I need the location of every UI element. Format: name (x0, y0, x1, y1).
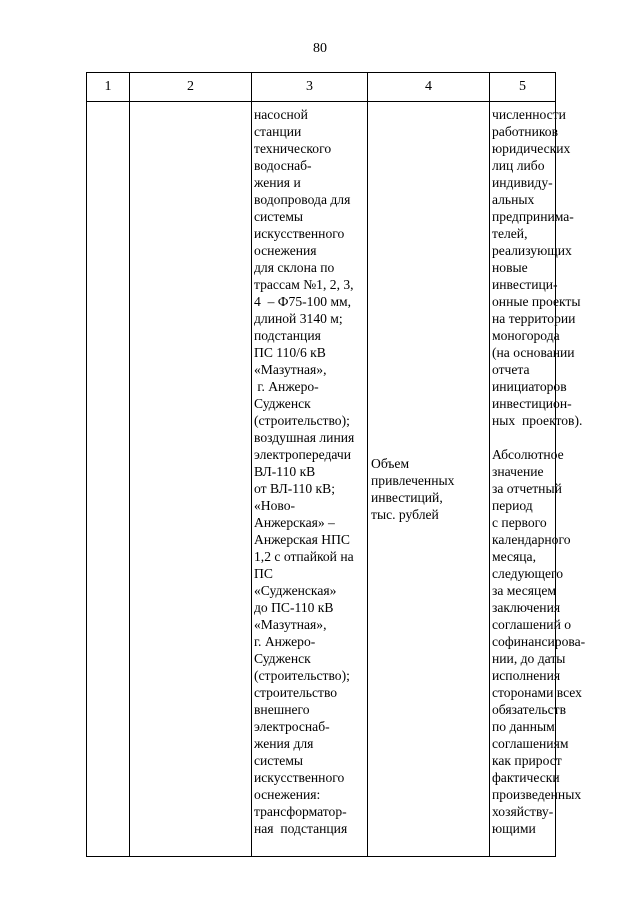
cell-text-line: значение (492, 464, 544, 479)
cell-text-line: календарного (492, 532, 571, 547)
cell-text-line: нии, до даты (492, 651, 566, 666)
cell-text-line: «Мазутная», (254, 617, 327, 632)
page-number: 80 (313, 41, 327, 56)
cell-text-line: исполнения (492, 668, 561, 683)
cell-text-line: 1,2 с отпайкой на (254, 549, 354, 564)
cell-text-line: жения для (254, 736, 314, 751)
cell-text-line: фактически (492, 770, 560, 785)
header-bottom-border (86, 101, 556, 102)
column-border (86, 72, 87, 857)
cell-text-line: трассам №1, 2, 3, (254, 277, 354, 292)
cell-text-line: за отчетный (492, 481, 562, 496)
cell-text-line: лиц либо (492, 158, 545, 173)
cell-text-line: оснежения: (254, 787, 321, 802)
cell-text-line: Анжерская НПС (254, 532, 350, 547)
cell-text-line: (строительство); (254, 413, 350, 428)
cell-text-line: для склона по (254, 260, 335, 275)
cell-text-line: соглашений о (492, 617, 572, 632)
cell-text-line: телей, (492, 226, 528, 241)
cell-text-line: водопровода для (254, 192, 351, 207)
cell-text-line: искусственного (254, 770, 345, 785)
cell-text-line: ПС 110/6 кВ (254, 345, 326, 360)
cell-text-line: (на основании (492, 345, 575, 360)
cell-text-line: Абсолютное (492, 447, 564, 462)
column-header-1: 1 (104, 79, 112, 94)
cell-text-line: заключения (492, 600, 561, 615)
cell-text-line: г. Анжеро- (254, 379, 319, 394)
column-header-4: 4 (425, 79, 432, 94)
cell-text-line: строительство (254, 685, 338, 700)
cell-text-line: с первого (492, 515, 547, 530)
cell-text-line: воздушная линия (254, 430, 355, 445)
column-border (367, 72, 368, 857)
cell-text-line: инвестицион- (492, 396, 572, 411)
cell-text-line: Судженск (254, 396, 311, 411)
cell-text-line: (строительство); (254, 668, 350, 683)
cell-text-line: реализующих (492, 243, 572, 258)
cell-text-line: от ВЛ-110 кВ; (254, 481, 335, 496)
cell-text-line: технического (254, 141, 332, 156)
cell-text-line: инвестици- (492, 277, 558, 292)
cell-text-line: численности (492, 107, 566, 122)
cell-text-line: ющими (492, 821, 536, 836)
cell-text-line: электропередачи (254, 447, 352, 462)
cell-text-line: «Мазутная», (254, 362, 327, 377)
cell-text-line: ная подстанция (254, 821, 348, 836)
cell-text-line: на территории (492, 311, 576, 326)
cell-text-line: произведенных (492, 787, 582, 802)
column-border (129, 72, 130, 857)
column-header-3: 3 (306, 79, 313, 94)
cell-text-line: месяца, (492, 549, 536, 564)
cell-text-line: за месяцем (492, 583, 556, 598)
column-border (251, 72, 252, 857)
cell-text-line: г. Анжеро- (254, 634, 316, 649)
cell-text-line: системы (254, 209, 304, 224)
cell-text-line: ВЛ-110 кВ (254, 464, 316, 479)
cell-text-line: Анжерская» – (254, 515, 335, 530)
cell-text-line: водоснаб- (254, 158, 312, 173)
cell-text-line: инвестиций, (371, 490, 443, 505)
table-cell-col4 (371, 455, 454, 523)
cell-text-line: насосной (254, 107, 308, 122)
cell-text-line: до ПС-110 кВ (254, 600, 334, 615)
table-cell-col3 (254, 106, 354, 837)
cell-text-line: работников (492, 124, 558, 139)
cell-text-line: по данным (492, 719, 555, 734)
cell-text-line: ПС (254, 566, 273, 581)
table-cell-col5 (492, 106, 585, 837)
cell-text-line: длиной 3140 м; (254, 311, 343, 326)
cell-text-line: «Судженская» (254, 583, 337, 598)
cell-text-line: как прирост (492, 753, 562, 768)
cell-text-line: софинансирова- (492, 634, 586, 649)
cell-text-line: оснежения (254, 243, 317, 258)
cell-text-line: хозяйству- (492, 804, 554, 819)
cell-text-line: жения и (254, 175, 301, 190)
cell-text-line: соглашениям (492, 736, 569, 751)
cell-text-line: трансформатор- (254, 804, 347, 819)
cell-text-line: инициаторов (492, 379, 567, 394)
column-header-2: 2 (187, 79, 194, 94)
cell-text-line: внешнего (254, 702, 310, 717)
cell-text-line: отчета (492, 362, 530, 377)
cell-text-line: подстанция (254, 328, 321, 343)
cell-text-line: следующего (492, 566, 564, 581)
cell-text-line: станции (254, 124, 302, 139)
data-table (86, 72, 586, 857)
column-border (489, 72, 490, 857)
cell-text-line: новые (492, 260, 528, 275)
cell-text-line: моногорода (492, 328, 560, 343)
cell-text-line: альных (492, 192, 535, 207)
cell-text-line: ных проектов). (492, 413, 583, 428)
cell-text-line: юридических (492, 141, 571, 156)
cell-text-line: онные проекты (492, 294, 581, 309)
cell-text-line (492, 429, 585, 446)
cell-text-line: период (492, 498, 533, 513)
cell-text-line: системы (254, 753, 304, 768)
cell-text-line: индивиду- (492, 175, 553, 190)
cell-text-line: электроснаб- (254, 719, 330, 734)
cell-text-line: тыс. рублей (371, 507, 439, 522)
cell-text-line: привлеченных (371, 473, 455, 488)
cell-text-line: Судженск (254, 651, 311, 666)
cell-text-line: сторонами всех (492, 685, 582, 700)
table-bottom-border (86, 856, 556, 857)
cell-text-line: «Ново- (254, 498, 296, 513)
cell-text-line: обязательств (492, 702, 567, 717)
cell-text-line: 4 – Ф75-100 мм, (254, 294, 352, 309)
column-header-5: 5 (519, 79, 526, 94)
cell-text-line: Объем (371, 456, 410, 471)
cell-text-line: предпринима- (492, 209, 574, 224)
cell-text-line: искусственного (254, 226, 345, 241)
